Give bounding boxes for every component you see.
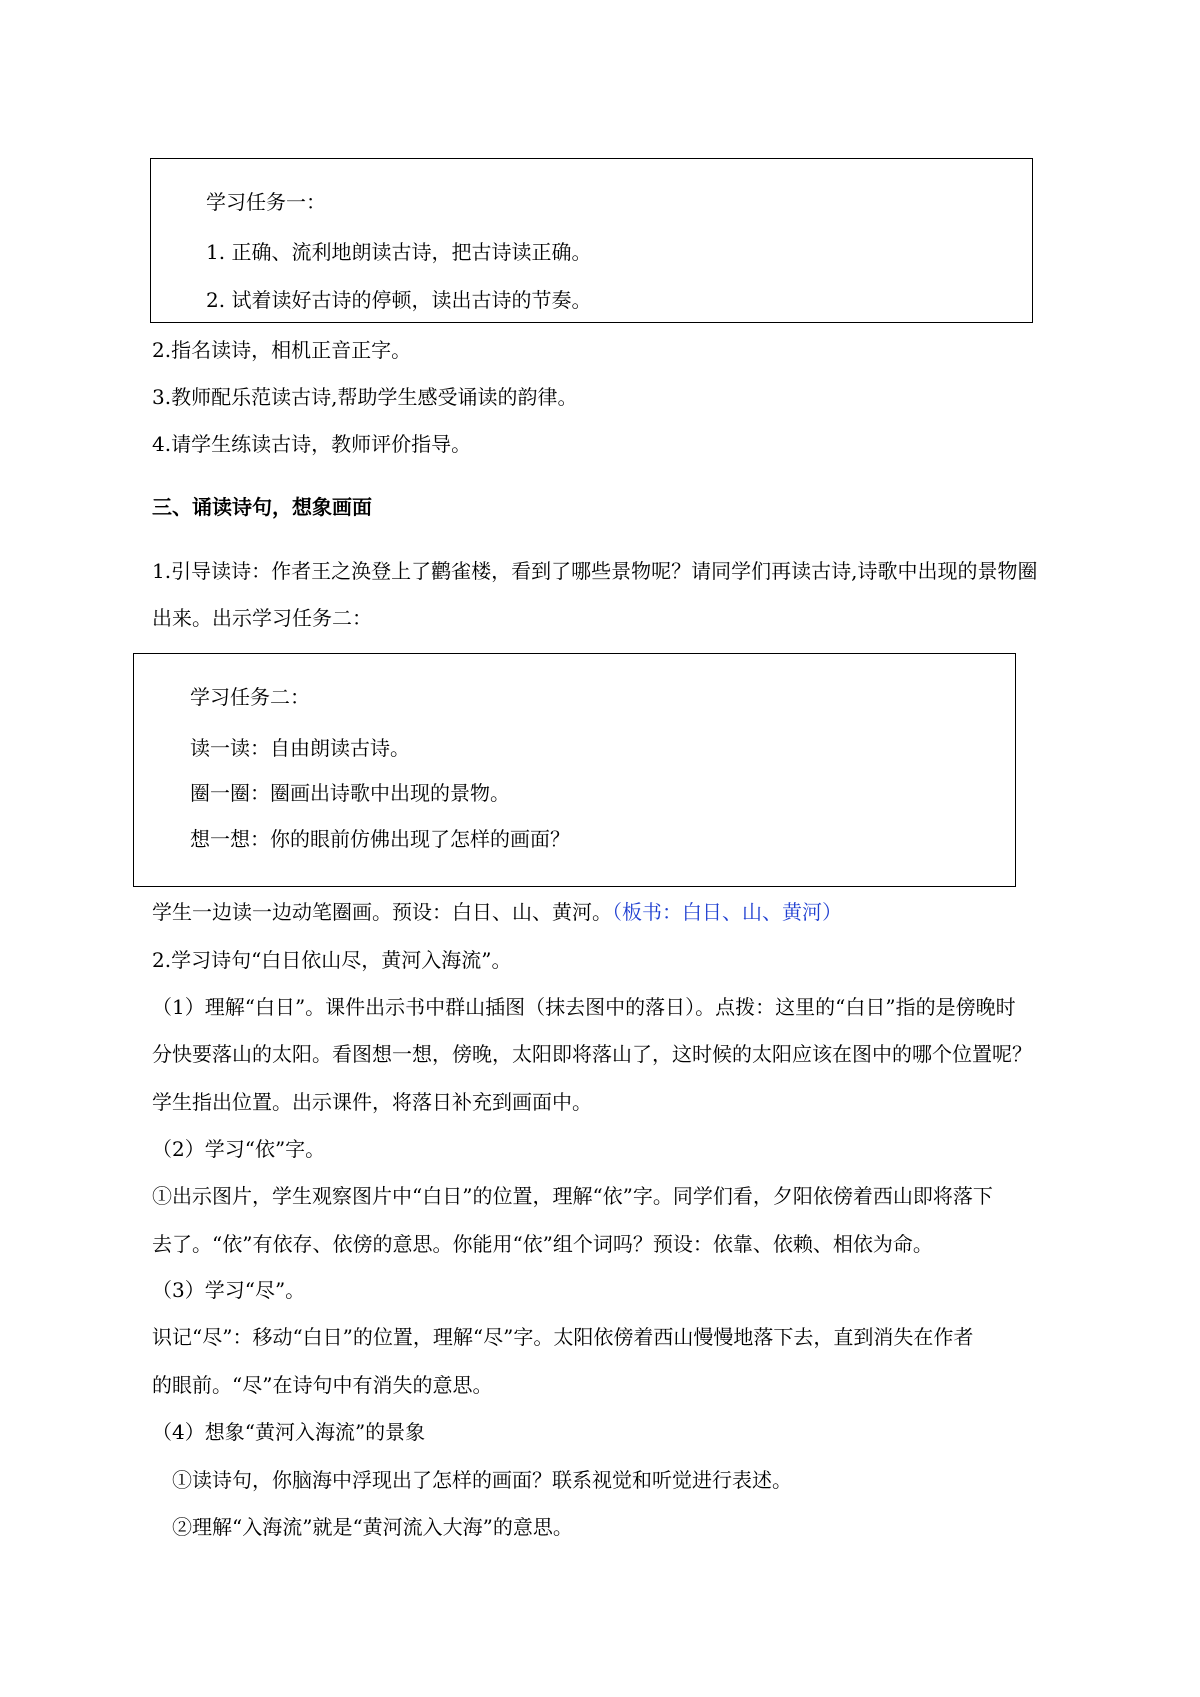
sub-3-line-2: 的眼前。“尽”在诗句中有消失的意思。 [152, 1373, 493, 1397]
student-activity-text: 学生一边读一边动笔圈画。预设：白日、山、黄河。 [152, 900, 612, 924]
student-activity-line [152, 898, 842, 926]
step-2-text: 2.指名读诗，相机正音正字。 [152, 338, 412, 362]
task-box-2-item-2: 圈一圈：圈画出诗歌中出现的景物。 [190, 781, 510, 805]
sub-1-line-1: （1）理解“白日”。课件出示书中群山插图（抹去图中的落日）。点拨：这里的“白日”指的是傍晚时 [152, 995, 1016, 1019]
sub-1-line-3: 学生指出位置。出示课件，将落日补充到画面中。 [152, 1090, 592, 1114]
sub-2-line-1: ①出示图片，学生观察图片中“白日”的位置，理解“依”字。同学们看，夕阳依傍着西山即将落下 [152, 1184, 993, 1208]
section-3-step-1-line-1: 1.引导读诗：作者王之涣登上了鹳雀楼，看到了哪些景物呢？请同学们再读古诗,诗歌中出现的景物圈 [152, 559, 1038, 583]
task-box-2-title: 学习任务二： [190, 685, 310, 709]
sub-3-title: （3）学习“尽”。 [152, 1278, 306, 1302]
task-box-1-item-2: 2. 试着读好古诗的停顿，读出古诗的节奏。 [206, 288, 592, 312]
section-3-step-1-line-2: 出来。出示学习任务二： [152, 606, 372, 630]
sub-4-title: （4）想象“黄河入海流”的景象 [152, 1420, 426, 1444]
section-3-heading: 三、诵读诗句，想象画面 [152, 495, 372, 519]
task-box-2-item-1: 读一读：自由朗读古诗。 [190, 736, 410, 760]
task-box-2-item-3: 想一想：你的眼前仿佛出现了怎样的画面？ [190, 827, 570, 851]
task-box-1-item-1: 1. 正确、流利地朗读古诗，把古诗读正确。 [206, 240, 592, 264]
sub-4-item-1: ①读诗句，你脑海中浮现出了怎样的画面？联系视觉和听觉进行表述。 [172, 1468, 792, 1492]
step-2-title: 2.学习诗句“白日依山尽，黄河入海流”。 [152, 948, 512, 972]
step-3-text: 3.教师配乐范读古诗,帮助学生感受诵读的韵律。 [152, 385, 578, 409]
sub-2-title: （2）学习“依”字。 [152, 1137, 326, 1161]
task-box-1-title: 学习任务一： [206, 190, 326, 214]
sub-3-line-1: 识记“尽”：移动“白日”的位置，理解“尽”字。太阳依傍着西山慢慢地落下去，直到消失在作者 [152, 1325, 974, 1349]
step-4-text: 4.请学生练读古诗，教师评价指导。 [152, 432, 472, 456]
sub-4-item-2: ②理解“入海流”就是“黄河流入大海”的意思。 [172, 1515, 573, 1539]
sub-1-line-2: 分快要落山的太阳。看图想一想，傍晚，太阳即将落山了，这时候的太阳应该在图中的哪个位置呢？ [152, 1042, 1032, 1066]
sub-2-line-2: 去了。“依”有依存、依傍的意思。你能用“依”组个词吗？预设：依靠、依赖、相依为命。 [152, 1232, 933, 1256]
board-note: （板书：白日、山、黄河） [612, 900, 842, 924]
